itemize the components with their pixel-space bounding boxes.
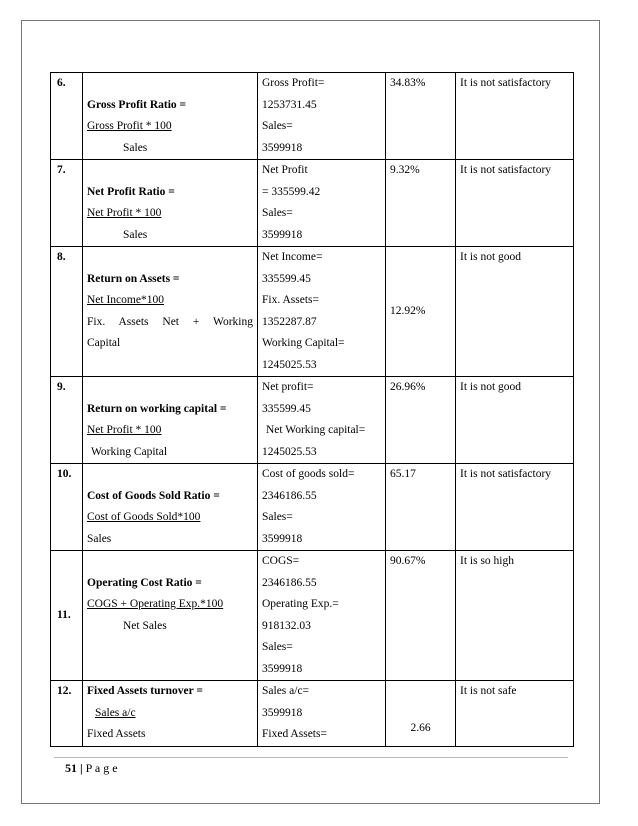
table-row: [51, 247, 574, 377]
ratio-values: [258, 551, 386, 681]
value-line: Operating Exp.=: [262, 598, 339, 610]
value-line: 335599.45: [262, 272, 311, 285]
ratio-values: [258, 377, 386, 464]
value-line: Fix. Assets=: [262, 294, 319, 306]
value-line: Sales=: [262, 120, 293, 132]
ratio-table: [50, 72, 574, 747]
value-line: 1245025.53: [262, 445, 317, 458]
ratio-remark: It is not safe: [456, 681, 574, 747]
ratio-remark: It is not satisfactory: [456, 464, 574, 551]
footer-separator: |: [80, 761, 83, 775]
value-line: 3599918: [262, 662, 303, 675]
ratio-numerator: Gross Profit * 100: [87, 120, 172, 132]
value-line: Sales=: [262, 207, 293, 219]
value-line: 335599.45: [262, 402, 311, 415]
ratio-denominator: Sales: [123, 141, 148, 154]
page-number: 51: [65, 761, 77, 775]
ratio-denominator: Sales: [87, 532, 112, 545]
ratio-result: 12.92%: [386, 247, 456, 377]
row-number: 7.: [51, 160, 83, 247]
value-line: Cost of goods sold=: [262, 468, 355, 480]
ratio-result: 26.96%: [386, 377, 456, 464]
ratio-remark: It is not good: [456, 247, 574, 377]
ratio-result: 9.32%: [386, 160, 456, 247]
ratio-title: Net Profit Ratio =: [87, 185, 175, 198]
value-line: Sales=: [262, 511, 293, 523]
table-row: [51, 551, 574, 681]
table-row: [51, 377, 574, 464]
ratio-values: [258, 681, 386, 747]
ratio-formula: [83, 377, 258, 464]
row-number: 8.: [51, 247, 83, 377]
value-line: COGS=: [262, 555, 300, 567]
value-line: 3599918: [262, 706, 303, 719]
ratio-result: 34.83%: [386, 73, 456, 160]
ratio-denominator: Net Sales: [123, 619, 167, 632]
value-line: Gross Profit=: [262, 77, 325, 89]
ratio-values: [258, 464, 386, 551]
row-number: 9.: [51, 377, 83, 464]
table-row: [51, 73, 574, 160]
ratio-title: Return on working capital =: [87, 402, 227, 415]
ratio-result: 2.66: [386, 681, 456, 747]
ratio-title: Operating Cost Ratio =: [87, 576, 202, 589]
value-line: 1245025.53: [262, 358, 317, 371]
ratio-remark: It is not satisfactory: [456, 73, 574, 160]
footer-divider: [54, 757, 568, 758]
ratio-formula: [83, 464, 258, 551]
ratio-numerator: Cost of Goods Sold*100: [87, 511, 201, 523]
value-line: 3599918: [262, 532, 303, 545]
ratio-denominator-cont: Capital: [87, 337, 121, 349]
table-row: [51, 681, 574, 747]
ratio-formula: [83, 551, 258, 681]
value-line: 1253731.45: [262, 98, 317, 111]
ratio-denominator: Fix. Assets Net + Working: [87, 315, 253, 328]
page-label: P a g e: [85, 761, 118, 775]
value-line: Net Income=: [262, 251, 323, 263]
ratio-formula: [83, 73, 258, 160]
ratio-remark: It is so high: [456, 551, 574, 681]
ratio-remark: It is not good: [456, 377, 574, 464]
value-line: 2346186.55: [262, 489, 317, 502]
ratio-numerator: Sales a/c: [95, 706, 136, 719]
ratio-result: 65.17: [386, 464, 456, 551]
value-line: Sales a/c=: [262, 685, 310, 697]
ratio-title: Fixed Assets turnover =: [87, 685, 203, 697]
value-line: Sales=: [262, 641, 293, 653]
ratio-formula: [83, 160, 258, 247]
ratio-values: [258, 160, 386, 247]
ratio-title: Gross Profit Ratio =: [87, 98, 187, 111]
ratio-denominator: Sales: [123, 228, 148, 241]
ratio-result: 90.67%: [386, 551, 456, 681]
value-line: 3599918: [262, 141, 303, 154]
value-line: 1352287.87: [262, 315, 317, 328]
ratio-formula: [83, 247, 258, 377]
ratio-numerator: COGS + Operating Exp.*100: [87, 598, 224, 610]
ratio-remark: It is not satisfactory: [456, 160, 574, 247]
ratio-numerator: Net Income*100: [87, 294, 164, 306]
value-line: = 335599.42: [262, 185, 321, 198]
ratio-title: Return on Assets =: [87, 272, 180, 285]
table-row: [51, 464, 574, 551]
value-line: Net Working capital=: [266, 424, 366, 436]
ratio-values: [258, 247, 386, 377]
row-number: 10.: [51, 464, 83, 551]
row-number: 6.: [51, 73, 83, 160]
table-row: [51, 160, 574, 247]
value-line: Working Capital=: [262, 337, 345, 349]
ratio-values: [258, 73, 386, 160]
ratio-denominator: Working Capital: [91, 445, 168, 458]
ratio-title: Cost of Goods Sold Ratio =: [87, 489, 220, 502]
value-line: Fixed Assets=: [262, 728, 327, 740]
row-number: 12.: [51, 681, 83, 747]
page-footer: [65, 761, 118, 776]
ratio-numerator: Net Profit * 100: [87, 424, 162, 436]
value-line: 2346186.55: [262, 576, 317, 589]
ratio-numerator: Net Profit * 100: [87, 207, 162, 219]
row-number: 11.: [51, 551, 83, 681]
value-line: Net Profit: [262, 164, 308, 176]
ratio-denominator: Fixed Assets: [87, 728, 146, 740]
value-line: 918132.03: [262, 619, 311, 632]
value-line: Net profit=: [262, 381, 314, 393]
value-line: 3599918: [262, 228, 303, 241]
ratio-formula: [83, 681, 258, 747]
